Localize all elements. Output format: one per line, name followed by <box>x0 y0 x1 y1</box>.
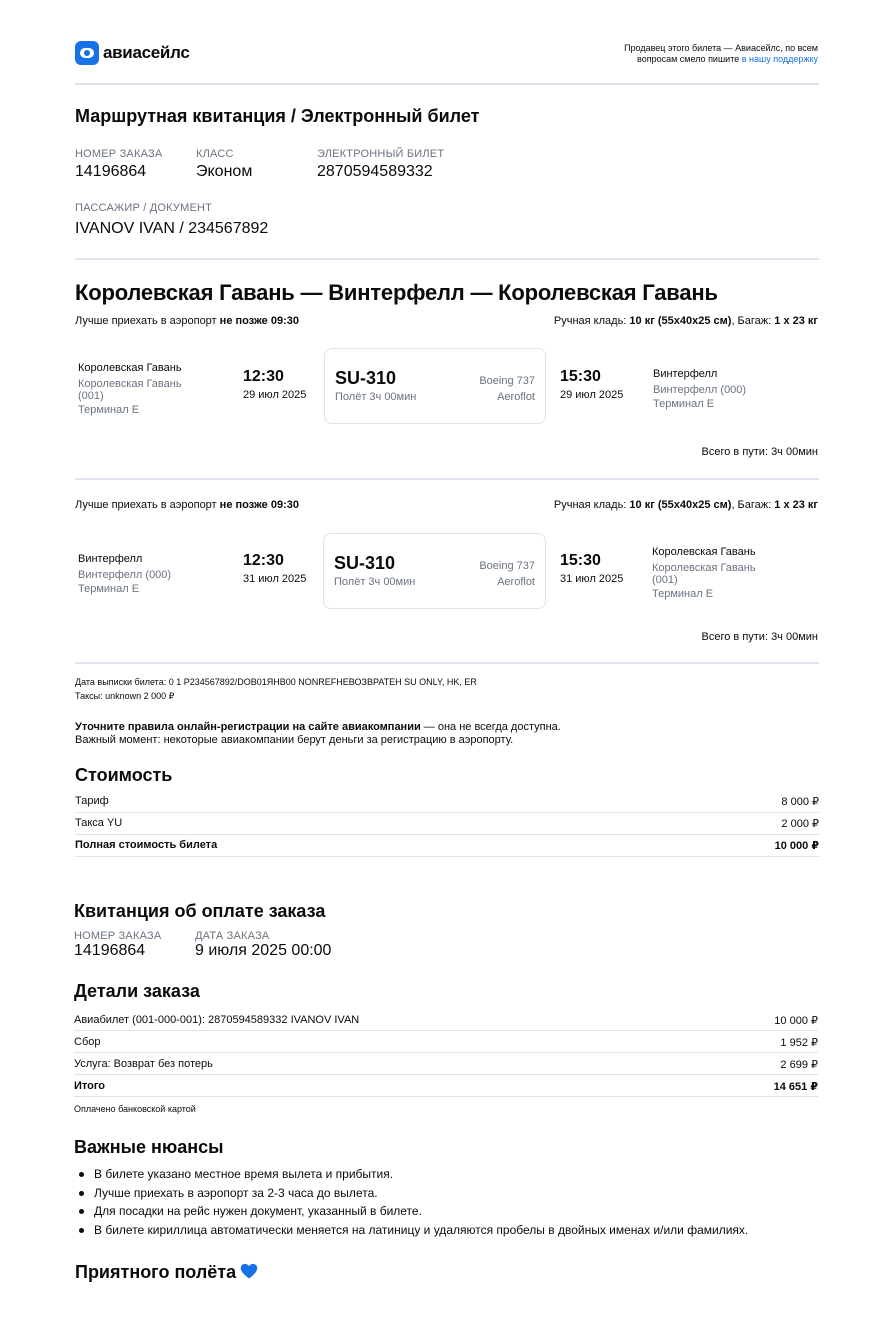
departure-time: 12:30 <box>243 368 284 385</box>
divider <box>75 83 819 85</box>
departure-block <box>78 362 182 416</box>
order-number-value: 14196864 <box>75 163 147 180</box>
receipt-order-label: НОМЕР ЗАКАЗА <box>74 930 162 942</box>
cost-total-row <box>75 839 819 852</box>
passenger-value: IVANOV IVAN / 234567892 <box>75 220 269 237</box>
cost-row-label: Тариф <box>75 795 109 807</box>
details-row-label: Итого <box>74 1080 106 1092</box>
farewell-text: Приятного полёта <box>75 1262 237 1282</box>
departure-airport: Королевская Гавань <box>78 378 182 390</box>
seller-line-1: Продавец этого билета — Авиасейлс, по всем <box>624 43 818 53</box>
departure-time-block <box>243 368 306 401</box>
details-row <box>74 1014 818 1027</box>
flight-number: SU-310 <box>334 553 396 573</box>
seller-note <box>624 43 818 65</box>
aircraft-type: Boeing 737 <box>479 560 535 572</box>
cost-row-value: 2 000 ₽ <box>781 818 819 830</box>
details-row-label: Сбор <box>74 1036 101 1048</box>
aviasales-logo-icon <box>75 41 99 65</box>
eticket-value: 2870594589332 <box>317 163 433 180</box>
details-row-value: 2 699 ₽ <box>780 1059 818 1071</box>
details-row-value: 10 000 ₽ <box>774 1015 818 1027</box>
divider <box>74 1096 818 1097</box>
divider <box>75 834 819 835</box>
flight-card <box>324 348 546 424</box>
flight-duration: Полёт 3ч 00мин <box>335 391 417 403</box>
details-row <box>74 1058 818 1071</box>
divider <box>75 478 819 480</box>
farewell <box>75 1262 258 1283</box>
arrival-airport: Винтерфелл (000) <box>653 384 747 396</box>
payment-method: Оплачено банковской картой <box>74 1104 196 1114</box>
class-value: Эконом <box>196 163 253 180</box>
class-label: КЛАСС <box>196 148 234 160</box>
eticket-label: ЭЛЕКТРОННЫЙ БИЛЕТ <box>317 148 445 160</box>
arrival-airport: Королевская Гавань <box>652 562 756 574</box>
list-item: Лучше приехать в аэропорт за 2-3 часа до вылета. <box>75 1184 748 1203</box>
cost-row-value: 8 000 ₽ <box>781 796 819 808</box>
heart-icon <box>240 1263 258 1279</box>
arrival-time: 15:30 <box>560 552 601 569</box>
support-link[interactable]: в нашу поддержку <box>741 54 818 64</box>
bullet-icon <box>79 1209 84 1214</box>
divider <box>74 1052 818 1053</box>
departure-block <box>78 553 171 595</box>
seller-line-2: вопросам смело пишите <box>637 54 740 64</box>
cost-row-label: Такса YU <box>75 817 123 829</box>
checkin-note-bold: Уточните правила онлайн-регистрации на сайте авиакомпании <box>75 721 421 733</box>
list-item: Для посадки на рейс нужен документ, указанный в билете. <box>75 1202 748 1221</box>
arrival-block <box>653 368 746 410</box>
receipt-order-value: 14196864 <box>74 942 146 959</box>
route-title: Королевская Гавань — Винтерфелл — Королевская Гавань <box>75 280 718 305</box>
arrival-city: Винтерфелл <box>653 368 718 380</box>
details-row-value: 14 651 ₽ <box>773 1081 818 1093</box>
arrival-airport-code: (001) <box>652 574 678 586</box>
aircraft-type: Boeing 737 <box>479 375 535 387</box>
brand-name: авиасейлс <box>103 43 190 62</box>
cost-row-value: 10 000 ₽ <box>774 840 819 852</box>
arrival-time: 15:30 <box>560 368 601 385</box>
baggage-info: Ручная кладь: 10 кг (55x40x25 см), Багаж: 1 x 23 кг <box>553 315 818 327</box>
divider <box>75 856 819 857</box>
flight-card <box>323 533 546 609</box>
cost-title: Стоимость <box>75 765 173 785</box>
arrival-city: Королевская Гавань <box>652 546 756 558</box>
list-item: В билете кириллица автоматически меняется на латиницу и удаляются пробелы в двойных именах и/или фамилиях. <box>75 1221 748 1240</box>
nuances-title: Важные нюансы <box>74 1137 224 1157</box>
arrival-block <box>652 546 756 600</box>
issue-info: Дата выписки билета: 0 1 P234567892/DOB01ЯНВ00 NONREFНЕВОЗВРАТЕН SU ONLY, HK, ER <box>75 677 477 687</box>
divider <box>75 258 819 260</box>
departure-terminal: Терминал E <box>78 404 140 416</box>
arrival-time-block <box>560 552 623 585</box>
arrival-time-block <box>560 368 623 401</box>
arrival-terminal: Терминал E <box>652 588 714 600</box>
departure-date: 29 июл 2025 <box>243 389 307 401</box>
details-row-label: Услуга: Возврат без потерь <box>74 1058 213 1070</box>
cost-row <box>75 817 819 830</box>
divider <box>74 1074 818 1075</box>
receipt-title: Квитанция об оплате заказа <box>74 901 326 921</box>
departure-time: 12:30 <box>243 552 284 569</box>
departure-terminal: Терминал E <box>78 583 140 595</box>
checkin-note: Уточните правила онлайн-регистрации на сайте авиакомпании — она не всегда доступна. Важный момент: некоторые авиакомпании берут деньги за регистрацию в аэропорту. <box>75 721 561 746</box>
departure-date: 31 июл 2025 <box>243 573 307 585</box>
details-total-row <box>74 1080 818 1093</box>
arrival-date: 31 июл 2025 <box>560 573 624 585</box>
arrival-terminal: Терминал E <box>653 398 715 410</box>
flight-number: SU-310 <box>335 368 397 388</box>
bullet-icon <box>79 1191 84 1196</box>
bullet-icon <box>79 1228 84 1233</box>
list-item: В билете указано местное время вылета и прибытия. <box>75 1165 748 1184</box>
airport-arrival-hint: Лучше приехать в аэропорт не позже 09:30 <box>75 315 299 327</box>
airline-name: Aeroflot <box>497 576 535 588</box>
airport-arrival-hint: Лучше приехать в аэропорт не позже 09:30 <box>75 499 299 511</box>
departure-city: Королевская Гавань <box>78 362 182 374</box>
departure-time-block <box>243 552 306 585</box>
divider <box>75 812 819 813</box>
receipt-date-value: 9 июля 2025 00:00 <box>195 942 332 959</box>
divider <box>74 1030 818 1031</box>
details-row-value: 1 952 ₽ <box>780 1037 818 1049</box>
total-travel-time: Всего в пути: 3ч 00мин <box>701 446 818 458</box>
ticket-title: Маршрутная квитанция / Электронный билет <box>75 106 480 126</box>
details-row-label: Авиабилет (001-000-001): 2870594589332 IVANOV IVAN <box>74 1014 360 1026</box>
receipt-date-label: ДАТА ЗАКАЗА <box>195 930 270 942</box>
brand-logo <box>75 40 190 66</box>
passenger-label: ПАССАЖИР / ДОКУМЕНТ <box>75 202 213 214</box>
nuances-list <box>75 1165 748 1239</box>
details-row <box>74 1036 818 1049</box>
order-number-label: НОМЕР ЗАКАЗА <box>75 148 163 160</box>
flight-duration: Полёт 3ч 00мин <box>334 576 416 588</box>
departure-airport: Винтерфелл (000) <box>78 569 172 581</box>
departure-airport-code: (001) <box>78 390 104 402</box>
divider <box>75 662 819 664</box>
departure-city: Винтерфелл <box>78 553 143 565</box>
cost-row-label: Полная стоимость билета <box>75 839 218 851</box>
airline-name: Aeroflot <box>497 391 535 403</box>
baggage-info: Ручная кладь: 10 кг (55x40x25 см), Багаж: 1 x 23 кг <box>553 499 818 511</box>
arrival-date: 29 июл 2025 <box>560 389 624 401</box>
cost-row <box>75 795 819 808</box>
total-travel-time: Всего в пути: 3ч 00мин <box>701 631 818 643</box>
checkin-note-line2: Важный момент: некоторые авиакомпании берут деньги за регистрацию в аэропорту. <box>75 734 514 746</box>
taxes-info: Таксы: unknown 2 000 ₽ <box>75 691 175 701</box>
details-title: Детали заказа <box>74 981 200 1001</box>
bullet-icon <box>79 1172 84 1177</box>
